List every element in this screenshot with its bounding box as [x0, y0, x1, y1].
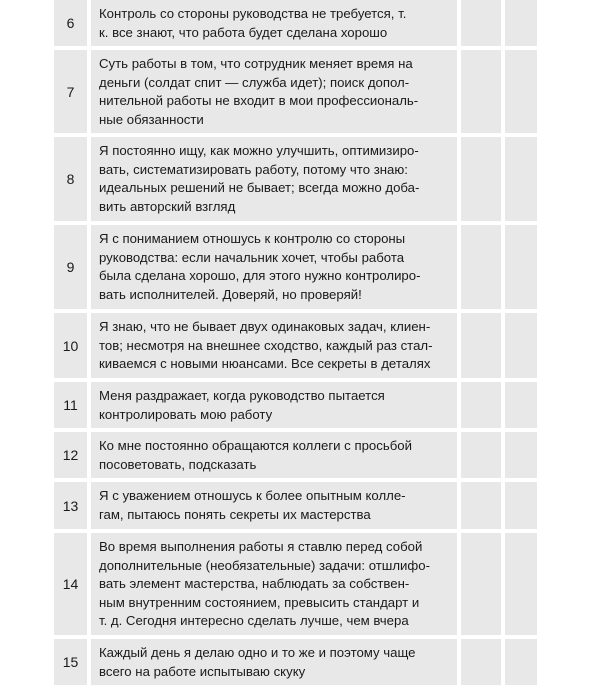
table-row — [54, 137, 537, 225]
statement-text: Я с уважением отношусь к более опытным колле- гам, пытаюсь понять секреты их мастерства — [91, 482, 461, 529]
answer-cell[interactable] — [505, 225, 537, 309]
answer-cell[interactable] — [461, 0, 505, 46]
statement-text: Контроль со стороны руководства не требуется, т. к. все знают, что работа будет сделана хорошо — [91, 0, 461, 46]
answer-cell[interactable] — [461, 137, 505, 221]
answer-cell[interactable] — [505, 0, 537, 46]
answer-cell[interactable] — [505, 137, 537, 221]
statement-text: Я с пониманием отношусь к контролю со стороны руководства: если начальник хочет, чтобы работа была сделана хорошо, для этого нужно контролиро- вать исполнителей. Доверяй, но проверяй! — [91, 225, 461, 309]
row-number: 14 — [54, 533, 91, 635]
answer-cell[interactable] — [505, 482, 537, 529]
row-number: 12 — [54, 432, 91, 478]
answer-cell[interactable] — [505, 639, 537, 685]
answer-cell[interactable] — [461, 313, 505, 378]
answer-cell[interactable] — [505, 313, 537, 378]
table-row — [54, 225, 537, 313]
answer-cell[interactable] — [461, 482, 505, 529]
statement-text: Я постоянно ищу, как можно улучшить, оптимизиро- вать, систематизировать работу, потому что знаю: идеальных решений не бывает; всегда можно доба- вить авторский взгляд — [91, 137, 461, 221]
answer-cell[interactable] — [461, 50, 505, 133]
table-row — [54, 313, 537, 382]
answer-cell[interactable] — [505, 382, 537, 428]
table-row — [54, 50, 537, 137]
answer-cell[interactable] — [461, 533, 505, 635]
answer-cell[interactable] — [505, 533, 537, 635]
statement-text: Во время выполнения работы я ставлю перед собой дополнительные (необязательные) задачи: отшлифо- вать элемент мастерства, наблюдать за собствен- ным внутренним состоянием, превысить стандарт и т. д. Сегодня интересно сделать лучше, чем вчера — [91, 533, 461, 635]
statement-text: Каждый день я делаю одно и то же и поэтому чаще всего на работе испытываю скуку — [91, 639, 461, 685]
table-row — [54, 482, 537, 533]
row-number: 7 — [54, 50, 91, 133]
row-number: 15 — [54, 639, 91, 685]
row-number: 13 — [54, 482, 91, 529]
answer-cell[interactable] — [461, 432, 505, 478]
row-number: 6 — [54, 0, 91, 46]
answer-cell[interactable] — [461, 639, 505, 685]
statement-text: Суть работы в том, что сотрудник меняет время на деньги (солдат спит — служба идет); поиск допол- нительной работы не входит в мои профессиональ- ные обязанности — [91, 50, 461, 133]
table-row — [54, 382, 537, 432]
row-number: 11 — [54, 382, 91, 428]
table-row — [54, 639, 537, 689]
table-row — [54, 0, 537, 50]
row-number: 9 — [54, 225, 91, 309]
statement-text: Ко мне постоянно обращаются коллеги с просьбой посоветовать, подсказать — [91, 432, 461, 478]
answer-cell[interactable] — [505, 432, 537, 478]
answer-cell[interactable] — [505, 50, 537, 133]
questionnaire-table — [54, 0, 537, 689]
statement-text: Меня раздражает, когда руководство пытается контролировать мою работу — [91, 382, 461, 428]
statement-text: Я знаю, что не бывает двух одинаковых задач, клиен- тов; несмотря на внешнее сходство, каждый раз стал- киваемся с новыми нюансами. Все секреты в деталях — [91, 313, 461, 378]
table-row — [54, 533, 537, 639]
answer-cell[interactable] — [461, 225, 505, 309]
answer-cell[interactable] — [461, 382, 505, 428]
table-row — [54, 432, 537, 482]
row-number: 8 — [54, 137, 91, 221]
row-number: 10 — [54, 313, 91, 378]
